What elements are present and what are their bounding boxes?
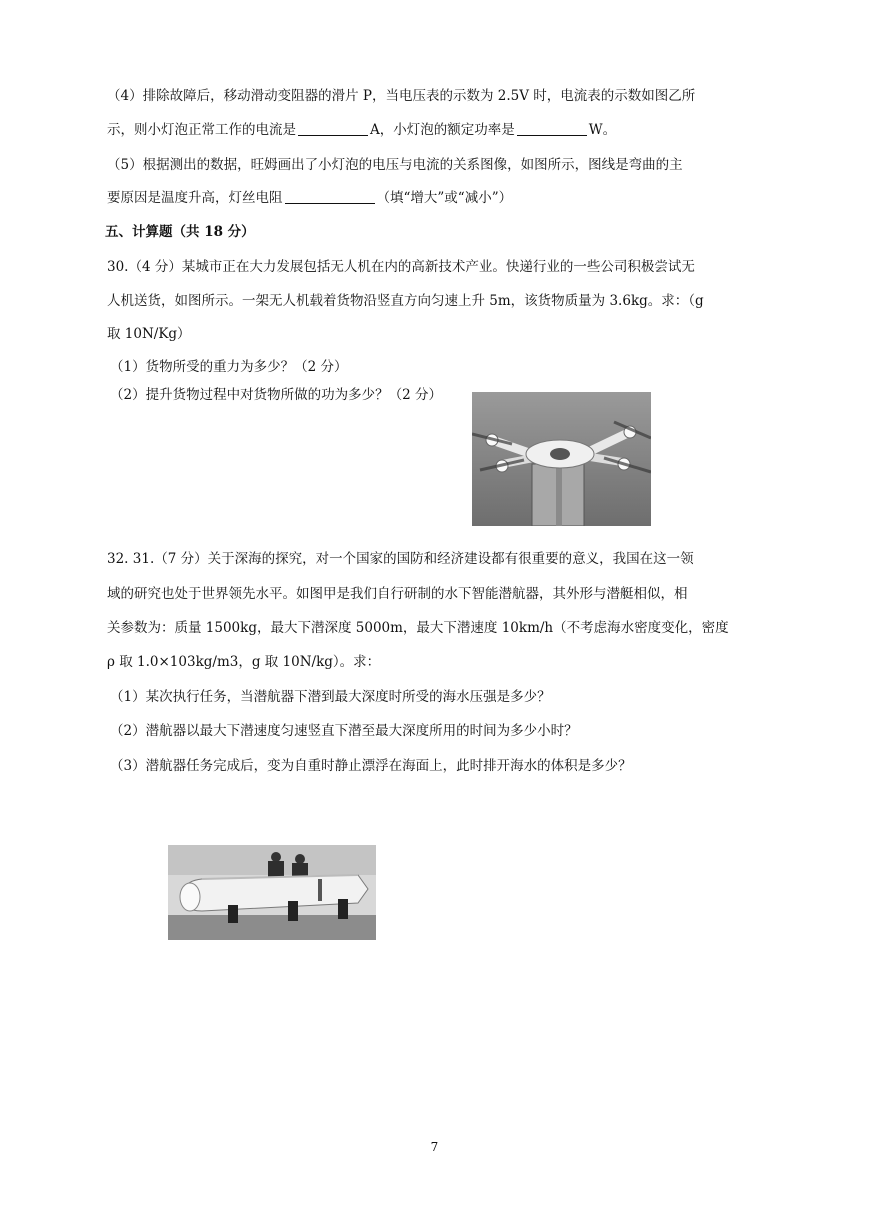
page-number: 7 [430, 1140, 439, 1154]
q30-line-1: 30.（4 分）某城市正在大力发展包括无人机在内的高新技术产业。快递行业的一些公司积极尝试无 [107, 259, 695, 275]
q4-text-b: A，小灯泡的额定功率是 [370, 122, 515, 138]
q4-line-2 [107, 120, 767, 140]
q5-line-1: （5）根据测出的数据，旺姆画出了小灯泡的电压与电流的关系图像，如图所示，图线是弯曲的主 [107, 157, 683, 173]
answer-blank-resistance[interactable] [285, 189, 375, 204]
q31-line-2: 域的研究也处于世界领先水平。如图甲是我们自行研制的水下智能潜航器，其外形与潜艇相似，相 [107, 586, 688, 602]
q31-line-3: 关参数为：质量 1500kg，最大下潜深度 5000m，最大下潜速度 10km/h（不考虑海水密度变化，密度 [107, 620, 729, 636]
submersible-photo [168, 845, 376, 940]
q4-text-c: W。 [588, 122, 617, 138]
q31-sub-3: （3）潜航器任务完成后，变为自重时静止漂浮在海面上，此时排开海水的体积是多少？ [110, 758, 632, 774]
q4-text-a: 示，则小灯泡正常工作的电流是 [107, 122, 296, 138]
q5-text-a: 要原因是温度升高，灯丝电阻 [107, 190, 283, 206]
q30-sub-2: （2）提升货物过程中对货物所做的功为多少？（2 分） [110, 387, 442, 403]
q31-line-4: ρ 取 1.0×103kg/m3，g 取 10N/kg）。求： [107, 654, 381, 670]
q30-sub-1: （1）货物所受的重力为多少？（2 分） [110, 359, 348, 375]
q30-line-2: 人机送货，如图所示。一架无人机载着货物沿竖直方向匀速上升 5m，该货物质量为 3.6kg。求：（g [107, 293, 704, 309]
answer-blank-power[interactable] [517, 121, 587, 136]
q5-line-2 [107, 188, 767, 208]
drone-photo [472, 392, 651, 526]
q30-line-3: 取 10N/Kg） [107, 326, 191, 342]
q4-line-1: （4）排除故障后，移动滑动变阻器的滑片 P，当电压表的示数为 2.5V 时，电流表的示数如图乙所 [107, 88, 696, 104]
q5-text-b: （填“增大”或“减小”） [376, 190, 513, 206]
section-heading: 五、计算题（共 18 分） [105, 224, 255, 240]
q31-line-1: 32. 31.（7 分）关于深海的探究，对一个国家的国防和经济建设都有很重要的意义，我国在这一领 [107, 551, 694, 567]
answer-blank-current[interactable] [298, 121, 368, 136]
q31-sub-1: （1）某次执行任务，当潜航器下潜到最大深度时所受的海水压强是多少？ [110, 689, 551, 705]
q31-sub-2: （2）潜航器以最大下潜速度匀速竖直下潜至最大深度所用的时间为多少小时？ [110, 723, 578, 739]
